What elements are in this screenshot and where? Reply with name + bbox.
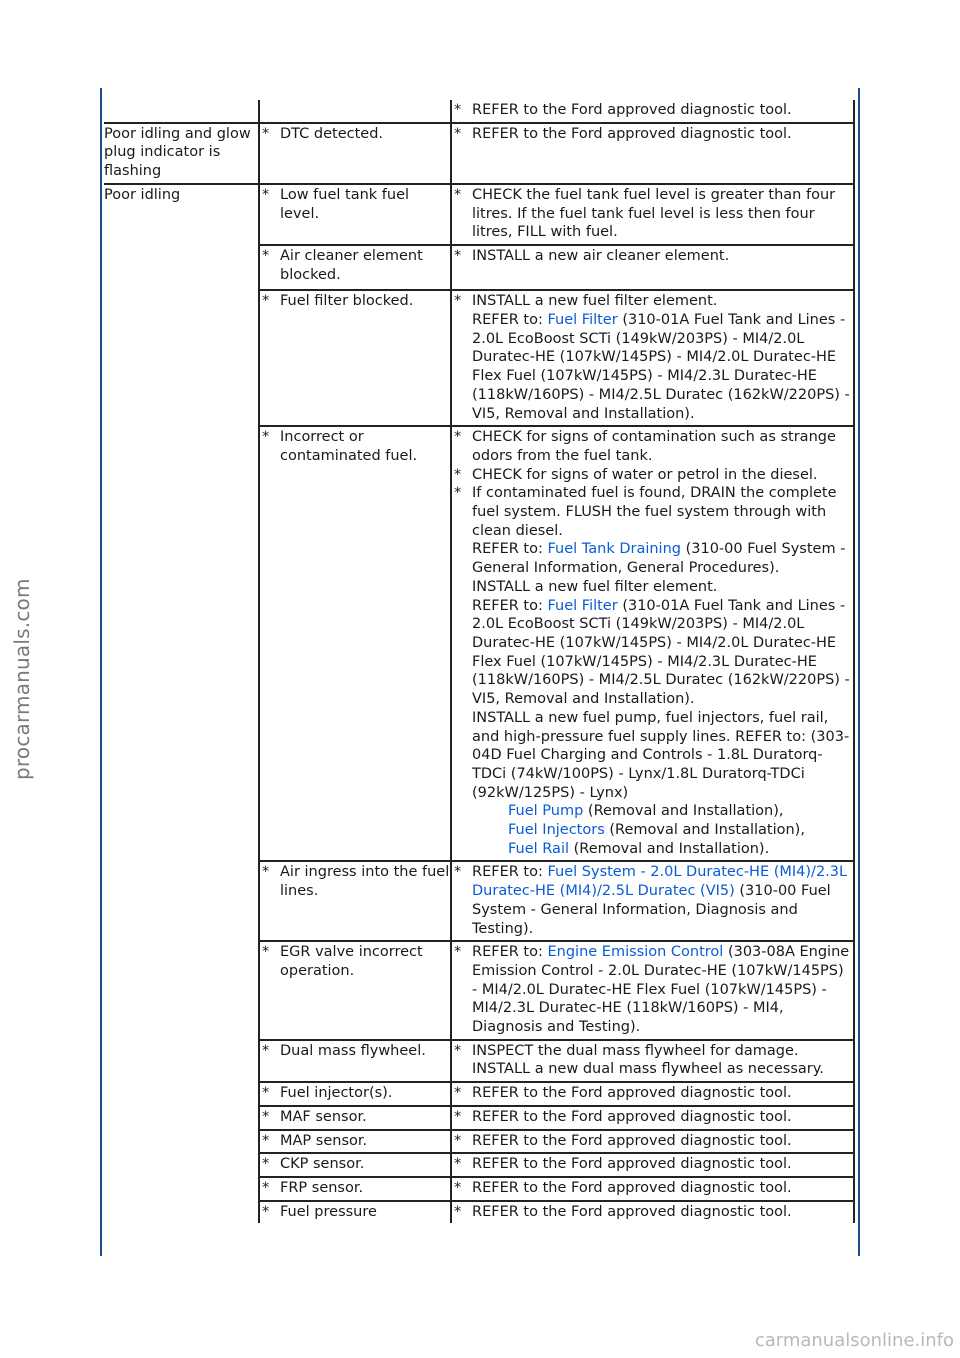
cause-cell: * Fuel pressure bbox=[259, 1201, 451, 1224]
table-row bbox=[104, 123, 854, 184]
engine-emission-control-link[interactable]: Engine Emission Control bbox=[547, 944, 724, 961]
cause-cell: * MAF sensor. bbox=[259, 1106, 451, 1130]
action-cell: * INSTALL a new fuel filter element. REFER to: Fuel Filter (310-01A Fuel Tank and Lines - 2.0L EcoBoost SCTi (149kW/203PS) - MI4/2.0L Duratec-HE (107kW/145PS) - MI4/2.0L Duratec-HE Flex Fuel (107kW/145PS) - MI4/2.3L Duratec-HE (118kW/160PS) - MI4/2.5L Duratec (162kW/220PS) - VI5, Removal and Installation). bbox=[451, 290, 854, 426]
cause-cell: * FRP sensor. bbox=[259, 1177, 451, 1201]
action-cell bbox=[451, 100, 854, 123]
action-cell: * REFER to the Ford approved diagnostic tool. bbox=[451, 1082, 854, 1106]
action-cell: * REFER to: Engine Emission Control (303-08A Engine Emission Control - 2.0L Duratec-HE (107kW/145PS) - MI4/2.0L Duratec-HE Flex Fuel (107kW/145PS) - MI4/2.3L Duratec-HE (118kW/160PS) - MI4, Diagnosis and Testing). bbox=[451, 941, 854, 1040]
table-row bbox=[104, 100, 854, 123]
cause-cell: * Fuel filter blocked. bbox=[259, 290, 451, 426]
cause-cell bbox=[259, 100, 451, 123]
cause-cell: * Dual mass flywheel. bbox=[259, 1040, 451, 1082]
action-cell: * CHECK for signs of contamination such as strange odors from the fuel tank. * CHECK for signs of water or petrol in the diesel. * If contaminated fuel is found, DRAIN the complete fuel system. FLUSH the fuel system through with clean diesel. REFER to: Fuel Tank Draining (310-00 Fuel System - General Information, General Procedures). INSTALL a new fuel filter element. REFER to: Fuel Filter (310-01A Fuel Tank and Lines - 2.0L EcoBoost SCTi (149kW/203PS) - MI4/2.0L Duratec-HE (107kW/145PS) - MI4/2.0L Duratec-HE Flex Fuel (107kW/145PS) - MI4/2.3L Duratec-HE (118kW/160PS) - MI4/2.5L Duratec (162kW/220PS) - VI5, Removal and Installation). INSTALL a new fuel pump, fuel injectors, fuel rail, and high-pressure fuel supply lines. REFER to: (303-04D Fuel Charging and Controls - 1.8L Duratorq-TDCi (74kW/100PS) - Lynx/1.8L Duratorq-TDCi (92kW/125PS) - Lynx) Fuel Pump (Removal and Installation), Fuel Injectors (Removal and Installation), Fuel Rail (Removal and Installation). bbox=[451, 426, 854, 861]
cause-cell: * Fuel injector(s). bbox=[259, 1082, 451, 1106]
cause-cell: * Air ingress into the fuel lines. bbox=[259, 861, 451, 941]
right-frame-line bbox=[858, 88, 860, 1256]
cause-cell: * Low fuel tank fuel level. bbox=[259, 184, 451, 245]
cause-cell: * EGR valve incorrect operation. bbox=[259, 941, 451, 1040]
symptom-cell bbox=[104, 100, 259, 123]
fuel-system-link[interactable]: Fuel System - 2.0L Duratec-HE (MI4)/2.3L Duratec-HE (MI4)/2.5L Duratec (VI5) bbox=[472, 864, 848, 900]
cause-cell: * Incorrect or contaminated fuel. bbox=[259, 426, 451, 861]
symptom-cell: Poor idling bbox=[104, 184, 259, 1224]
fuel-tank-draining-link[interactable]: Fuel Tank Draining bbox=[547, 541, 681, 558]
cause-cell: * CKP sensor. bbox=[259, 1153, 451, 1177]
action-cell: * INSTALL a new air cleaner element. bbox=[451, 245, 854, 290]
action-cell: * REFER to the Ford approved diagnostic tool. bbox=[451, 1106, 854, 1130]
cause-cell: * MAP sensor. bbox=[259, 1130, 451, 1154]
footer-watermark: carmanualsonline.info bbox=[754, 1330, 954, 1351]
symptom-cell: Poor idling and glow plug indicator is flashing bbox=[104, 123, 259, 184]
table-row bbox=[104, 184, 854, 245]
action-cell: * REFER to the Ford approved diagnostic tool. bbox=[451, 1130, 854, 1154]
cause-cell: * DTC detected. bbox=[259, 123, 451, 184]
action-cell: * REFER to the Ford approved diagnostic tool. bbox=[451, 1153, 854, 1177]
fuel-injectors-link[interactable]: Fuel Injectors bbox=[508, 822, 605, 839]
action-cell: * REFER to the Ford approved diagnostic tool. bbox=[451, 1177, 854, 1201]
action-cell: * REFER to the Ford approved diagnostic tool. bbox=[451, 1201, 854, 1224]
action-cell: * REFER to the Ford approved diagnostic tool. bbox=[451, 123, 854, 184]
action-item: * REFER to the Ford approved diagnostic tool. bbox=[454, 102, 792, 118]
fuel-filter-link[interactable]: Fuel Filter bbox=[547, 597, 618, 614]
left-frame-line bbox=[100, 88, 102, 1256]
fuel-filter-link[interactable]: Fuel Filter bbox=[547, 312, 618, 329]
fuel-pump-link[interactable]: Fuel Pump bbox=[508, 803, 584, 820]
side-watermark: procarmanuals.com bbox=[10, 578, 34, 780]
diagnosis-table bbox=[104, 100, 855, 1223]
fuel-rail-link[interactable]: Fuel Rail bbox=[508, 840, 569, 857]
action-cell: * INSPECT the dual mass flywheel for damage. INSTALL a new dual mass flywheel as necessary. bbox=[451, 1040, 854, 1082]
action-cell: * CHECK the fuel tank fuel level is greater than four litres. If the fuel tank fuel level is less then four litres, FILL with fuel. bbox=[451, 184, 854, 245]
action-cell: * REFER to: Fuel System - 2.0L Duratec-HE (MI4)/2.3L Duratec-HE (MI4)/2.5L Duratec (VI5) (310-00 Fuel System - General Information, Diagnosis and Testing). bbox=[451, 861, 854, 941]
cause-cell: * Air cleaner element blocked. bbox=[259, 245, 451, 290]
